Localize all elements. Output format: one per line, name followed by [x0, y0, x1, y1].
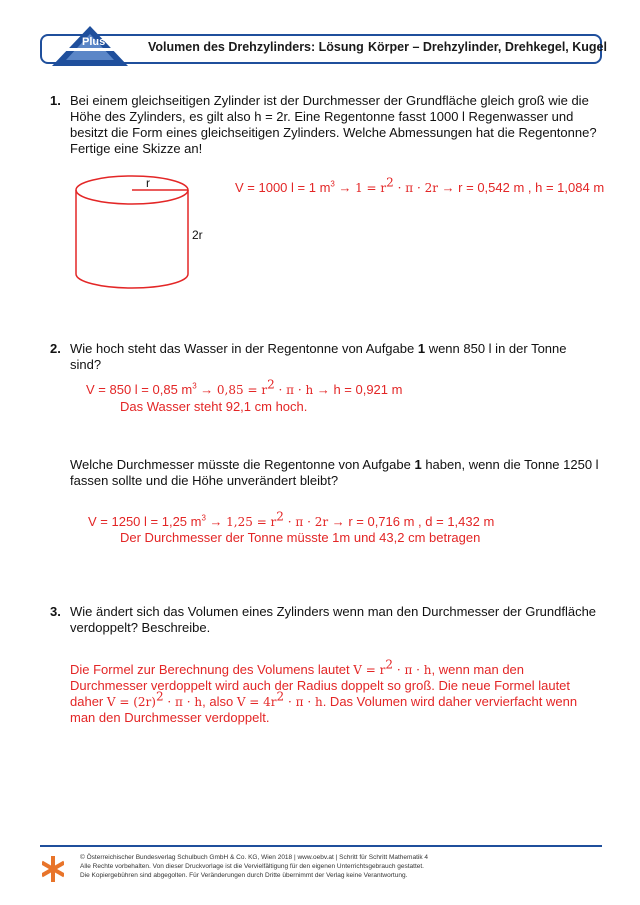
task2-question: Wie hoch steht das Wasser in der Regentonne von Aufgabe 1 wenn 850 l in der Tonne sind?	[70, 341, 567, 372]
task2-answer: V = 850 l = 0,85 $m^3 \to 0,85 = r^2 \cdot \pi \cdot h \to h = 0,921$ m	[86, 377, 403, 397]
task3-question: Wie ändert sich das Volumen eines Zylinders wenn man den Durchmesser der Grundfläche verdoppelt? Beschreibe.	[70, 604, 597, 635]
task1-answer: V = 1000 l = 1 $m^3 \to 1 = r^2 \cdot \pi \cdot 2r \to r = 0,542$ m , h = 1,084 m	[235, 175, 605, 195]
task2-question2: Welche Durchmesser müsste die Regentonne von Aufgabe 1 haben, wenn die Tonne 1250 l fassen sollte und die Höhe unverändert bleibt?	[70, 457, 599, 488]
worksheet-title: Volumen des Drehzylinders: Lösung	[148, 40, 364, 54]
task2-answer2-text: Der Durchmesser der Tonne müsste 1m und 43,2 cm betragen	[120, 530, 481, 545]
publisher-logo-icon	[42, 856, 64, 882]
task1-question: Bei einem gleichseitigen Zylinder ist der Durchmesser der Grundfläche gleich groß wie die Höhe des Zylinders, es gilt also h = 2r. Eine Regentonne fasst 1000 l Regenwasser und besitzt die Form eines gleichseitigen Zylinders. Welche Abmessungen hat die Regentonne? Fertige eine Skizze an!	[70, 93, 597, 156]
task2-answer-text: Das Wasser steht 92,1 cm hoch.	[120, 399, 308, 414]
task1-number: 1.	[50, 93, 61, 108]
height-label: 2r	[192, 228, 203, 242]
radius-label: r	[146, 176, 150, 190]
footer-copyright: © Österreichischer Bundesverlag Schulbuch GmbH & Co. KG, Wien 2018 | www.oebv.at | Schritt für Schritt Mathematik 4 Alle Rechte vorbehalten. Von dieser Druckvorlage ist die Vervielfältigung für den eigenen Unterrichtsgebrauch gestattet. Die Kopiergebühren sind abgegolten. Für Veränderungen durch Dritte übernimmt der Verlag keine Verantwortung.	[80, 854, 428, 879]
task2-answer2: V = 1250 l = 1,25 $m^3 \to 1,25 = r^2 \cdot \pi \cdot 2r \to r = 0,716$ m , d = 1,432 m	[88, 509, 495, 529]
task3-number: 3.	[50, 604, 61, 619]
logo-text: Plus	[82, 36, 106, 48]
footer-line	[40, 845, 602, 847]
task2-number: 2.	[50, 341, 61, 356]
worksheet-topic: Körper – Drehzylinder, Drehkegel, Kugel	[368, 40, 607, 54]
task3-answer: Die Formel zur Berechnung des Volumens lautet $V = r^2 \cdot \pi \cdot h$, wenn man den Durchmesser verdoppelt wird auch der Radius doppelt so groß. Die neue Formel lautet daher $V = (2r)^2 \cdot \pi \cdot h$, also $V = 4r^2 \cdot \pi \cdot h$. Das Volumen wird daher vervierfacht wenn man den Durchmesser verdoppelt.	[70, 657, 578, 725]
plus-logo	[52, 26, 128, 66]
cylinder-sketch	[66, 168, 216, 298]
